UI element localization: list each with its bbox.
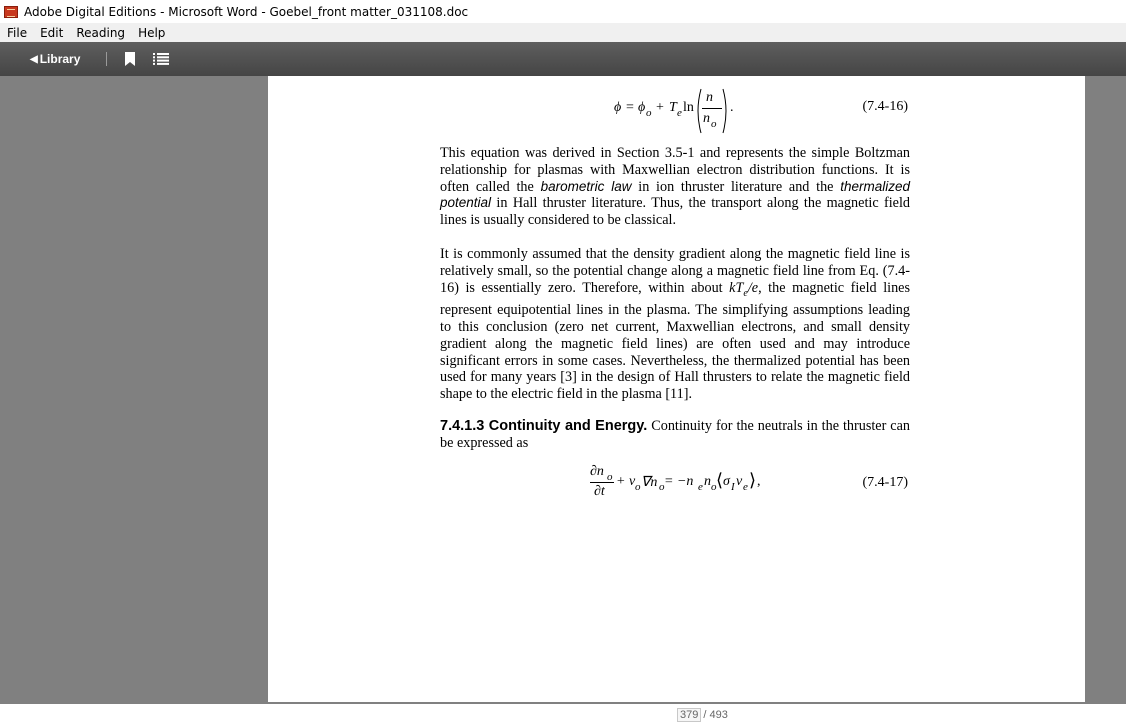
eq1-frac-num: n — [706, 90, 713, 105]
para2-kT: kT — [729, 279, 744, 296]
para2-kT-tail: /e — [747, 279, 759, 296]
right-paren-icon — [722, 88, 730, 134]
eq1-lhs: ϕ — [614, 100, 622, 115]
paragraph-1 — [440, 145, 910, 229]
section-text: Continuity for the neutrals in the thruster can be expressed as — [440, 418, 910, 451]
eq2-n2: n — [704, 474, 711, 489]
eq1-period: . — [730, 100, 734, 115]
equation-7-4-17 — [590, 464, 770, 504]
toolbar-separator — [106, 52, 107, 66]
eq1-ln: ln — [683, 100, 694, 115]
eq1-frac-den-sub: o — [711, 118, 717, 130]
eq2-dn-sub: o — [607, 471, 613, 483]
eq1-T-sub: e — [677, 107, 682, 119]
para2-text-1: It is commonly assumed that the density gradient along the magnetic field line is relatively small, so the potential change along a magnetic field line from Eq. (7.4-16) is essentially zero. Therefore, within about — [440, 246, 910, 296]
paragraph-2 — [440, 246, 910, 403]
eq2-sigma-sub: I — [731, 481, 735, 493]
adobe-digital-editions-icon — [4, 6, 18, 18]
library-label: Library — [39, 52, 81, 66]
eq2-right-angle: ⟩ — [749, 470, 757, 490]
eq1-frac-den: n — [703, 111, 710, 126]
eq2-grad: ∇n — [641, 475, 658, 490]
status-bar — [0, 704, 1126, 727]
eq2-equals-n: = −n — [664, 474, 694, 489]
current-page-input[interactable]: 379 — [677, 708, 701, 722]
eq2-plus-v: + v — [616, 474, 636, 489]
eq2-sigma: σ — [723, 474, 730, 489]
window-title: Adobe Digital Editions - Microsoft Word - Goebel_front matter_031108.doc — [24, 4, 469, 19]
eq2-comma: , — [757, 474, 761, 489]
equation-number-7-4-16: (7.4-16) — [862, 99, 908, 114]
table-of-contents-icon[interactable] — [153, 53, 169, 65]
total-pages: / 493 — [703, 709, 728, 721]
eq2-dt: ∂t — [594, 484, 605, 499]
library-button[interactable] — [30, 52, 80, 66]
eq2-grad-sub: o — [659, 481, 665, 493]
eq2-fraction-bar — [590, 482, 614, 483]
para2-kT-sub: e — [743, 287, 748, 299]
equation-number-7-4-17: (7.4-17) — [862, 475, 908, 490]
eq2-ve: v — [736, 474, 743, 489]
para1-text-3: in Hall thruster literature. Thus, the transport along the magnetic field lines is usually considered to be classical. — [440, 195, 910, 229]
title-bar — [0, 0, 1126, 23]
eq2-ve-sub: e — [743, 481, 748, 493]
bookmark-icon[interactable] — [124, 51, 136, 67]
section-7-4-1-3 — [440, 418, 910, 452]
eq1-fraction-bar — [702, 108, 722, 109]
para2-text-2: , the magnetic field lines represent equipotential lines in the plasma. The simplifying assumptions leading to this conclusion (zero net current, Maxwellian electrons, and small density gradient along the magnetic field lines) are often used and may introduce significant errors in some cases. Nevertheless, the thermalized potential has been used for many years [3] in the design of Hall thrusters to relate the magnetic field shape to the electric field in the plasma [11]. — [440, 279, 910, 403]
back-arrow-icon: ◀ — [30, 53, 38, 65]
term-barometric-law: barometric law — [540, 178, 632, 194]
eq2-dn: ∂n — [590, 464, 604, 479]
equation-7-4-16 — [614, 90, 744, 130]
eq1-equals: = — [626, 100, 634, 115]
eq2-ne-sub: e — [698, 481, 703, 493]
term-thermalized-potential: thermalized potential — [440, 178, 910, 211]
menu-reading[interactable]: Reading — [76, 25, 126, 40]
eq2-n2-sub: o — [711, 481, 717, 493]
eq1-phi-sub: o — [646, 107, 652, 119]
reader-toolbar — [0, 42, 1126, 76]
para1-text-2: in ion thruster literature and the — [631, 178, 841, 195]
page-counter — [677, 708, 728, 722]
section-heading: 7.4.1.3 Continuity and Energy. — [440, 418, 648, 434]
left-paren-icon — [694, 88, 702, 134]
document-page — [268, 76, 1085, 702]
eq2-left-angle: ⟨ — [716, 470, 724, 490]
eq1-phi: ϕ — [638, 100, 646, 115]
eq1-plus: + — [656, 100, 664, 115]
menu-help[interactable]: Help — [138, 25, 166, 40]
menu-file[interactable]: File — [7, 25, 28, 40]
eq2-v-sub: o — [635, 481, 641, 493]
para1-text-1: This equation was derived in Section 3.5-1 and represents the simple Boltzman relationship for plasmas with Maxwellian electron distribution functions. It is often called the — [440, 145, 910, 195]
eq1-T: T — [669, 100, 677, 115]
document-viewport[interactable] — [0, 76, 1126, 704]
menu-bar — [0, 23, 1126, 42]
menu-edit[interactable]: Edit — [40, 25, 64, 40]
